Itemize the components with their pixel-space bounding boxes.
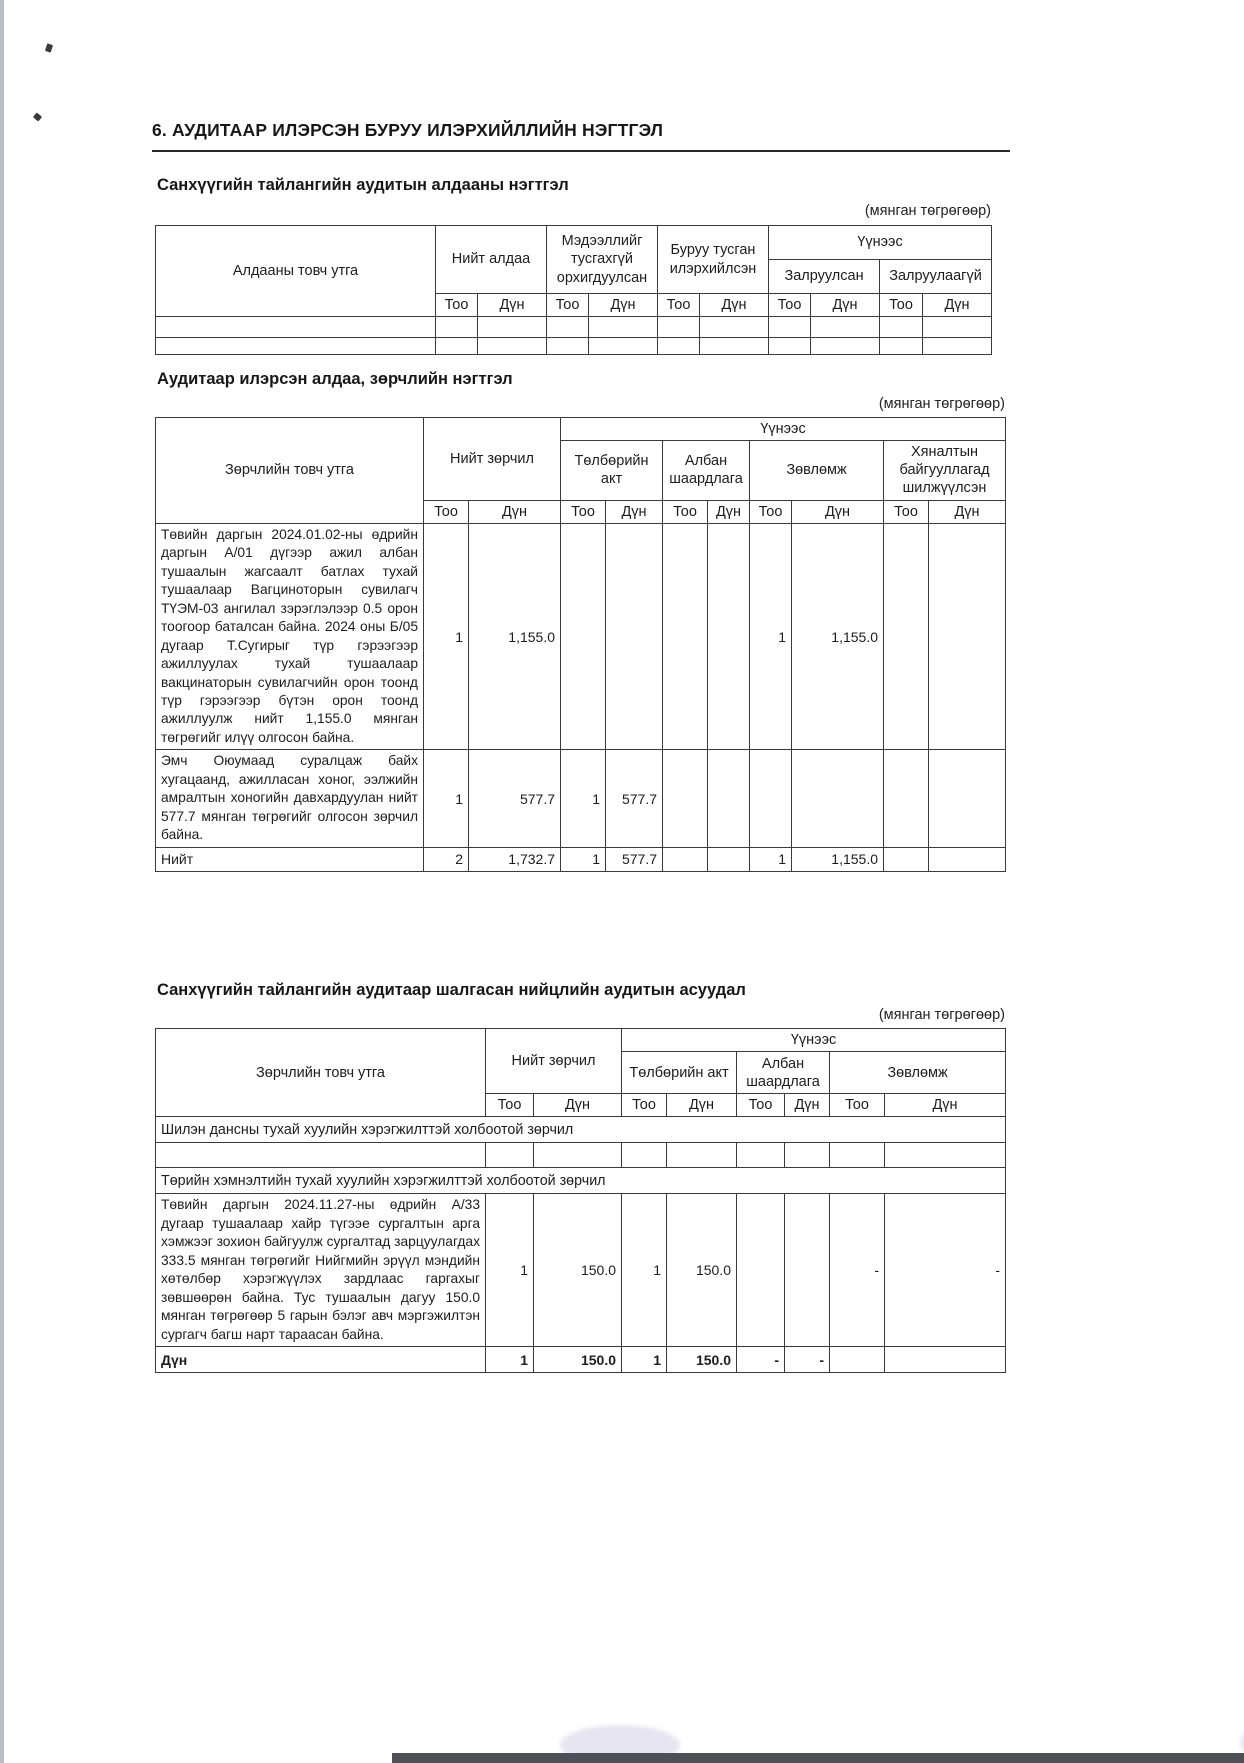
- t2-col-demand: Албан шаардлага: [663, 441, 750, 500]
- section-row-label: Төрийн хэмнэлтийн тухай хуулийн хэрэгжилттэй холбоотой зөрчил: [156, 1168, 1006, 1194]
- t3-col-demand: Албан шаардлага: [737, 1052, 830, 1094]
- t1-dun-header: Дүн: [478, 294, 547, 317]
- t1-empty-row: [156, 317, 992, 338]
- t3-row-1: [156, 1194, 1006, 1347]
- t1-dun-header: Дүн: [700, 294, 769, 317]
- cell-dun: 1,732.7: [469, 847, 561, 871]
- t3-too-header: Тоо: [737, 1094, 785, 1117]
- cell-too: 1: [561, 847, 606, 871]
- t1-dun-header: Дүн: [923, 294, 992, 317]
- t2-dun-header: Дүн: [929, 500, 1006, 523]
- cell-dun: [708, 750, 750, 847]
- cell-too: 1: [486, 1194, 534, 1347]
- t3-col-recommendation: Зөвлөмж: [830, 1052, 1006, 1094]
- section1-unit-note: (мянган төгрөгөөр): [864, 203, 991, 219]
- section2-heading: Аудитаар илэрсэн алдаа, зөрчлийн нэгтгэл: [157, 370, 513, 388]
- t1-col-uncorrected: Залруулаагүй: [880, 260, 992, 294]
- t2-too-header: Тоо: [663, 500, 708, 523]
- cell-dun: 150.0: [534, 1194, 622, 1347]
- cell-too: [884, 750, 929, 847]
- t1-too-header: Тоо: [658, 294, 700, 317]
- cell-too: [884, 847, 929, 871]
- section1-heading: Санхүүгийн тайлангийн аудитын алдааны нэгтгэл: [157, 176, 569, 194]
- t1-col-misstated: Буруу тусган илэрхийлсэн: [658, 226, 769, 294]
- cell-too: 1: [561, 750, 606, 847]
- total-label: Нийт: [156, 847, 424, 871]
- cell-dun: [929, 523, 1006, 750]
- scan-artifact-bottom-bar: [392, 1753, 1244, 1763]
- cell-too: [663, 523, 708, 750]
- t2-too-header: Тоо: [424, 500, 469, 523]
- cell-dun: 150.0: [667, 1194, 737, 1347]
- cell-too: 1: [424, 523, 469, 750]
- cell-too: 2: [424, 847, 469, 871]
- t1-col-uunees: Үүнээс: [769, 226, 992, 260]
- t2-row-2: [156, 750, 1006, 847]
- t2-col-uunees: Үүнээс: [561, 418, 1006, 441]
- cell-dun: 150.0: [667, 1347, 737, 1373]
- t3-dun-header: Дүн: [667, 1094, 737, 1117]
- section3-unit-note: (мянган төгрөгөөр): [878, 1007, 1005, 1023]
- violation-description: Эмч Оюумаад суралцаж байх хугацаанд, ажилласан хоног, ээлжийн амралтын хоногийн давхардуулан нийт 577.7 мянган төгрөгийг олгосон зөрчил байна.: [156, 750, 424, 847]
- cell-dun: 1,155.0: [792, 847, 884, 871]
- t2-dun-header: Дүн: [708, 500, 750, 523]
- t1-too-header: Тоо: [880, 294, 923, 317]
- compliance-audit-table: [155, 1028, 1006, 1373]
- violation-description: Төвийн даргын 2024.01.02-ны өдрийн даргын А/01 дүгээр ажил албан тушаалын жагсаалт батлах тухай тушаалаар Вагциноторын сувилагч ТҮЭМ-03 ангилал зэрэглэлээр 0.5 орон тоогоор баталсан байна. 2024 оны Б/05 дугаар Т.Сугирыг түр гэрээгээр ажиллуулах тухай тушаалаар вакцинаторын сувилагчийн орон тоонд түр гэрээгээр бүтэн орон тоонд ажиллуулж нийт 1,155.0 мянган төгрөгийг илүү олгосон байна.: [156, 523, 424, 750]
- cell-dun: [785, 1194, 830, 1347]
- t1-too-header: Тоо: [436, 294, 478, 317]
- t3-too-header: Тоо: [830, 1094, 885, 1117]
- t2-col-transferred: Хяналтын байгууллагад шилжүүлсэн: [884, 441, 1006, 500]
- t3-total-row: [156, 1347, 1006, 1373]
- cell-too: [884, 523, 929, 750]
- t2-too-header: Тоо: [561, 500, 606, 523]
- t2-row-1: [156, 523, 1006, 750]
- section3-heading: Санхүүгийн тайлангийн аудитаар шалгасан нийцлийн аудитын асуудал: [157, 981, 746, 999]
- violations-summary-table: [155, 417, 1006, 872]
- t3-col-uunees: Үүнээс: [622, 1029, 1006, 1052]
- t1-col-desc: Алдааны товч утга: [156, 226, 436, 317]
- t3-dun-header: Дүн: [534, 1094, 622, 1117]
- t1-col-omitted: Мэдээллийг тусгахгүй орхигдуулсан: [547, 226, 658, 294]
- t3-dun-header: Дүн: [885, 1094, 1006, 1117]
- cell-too: 1: [622, 1347, 667, 1373]
- cell-too: [663, 847, 708, 871]
- t2-dun-header: Дүн: [469, 500, 561, 523]
- t1-col-corrected: Залруулсан: [769, 260, 880, 294]
- cell-dun: -: [885, 1194, 1006, 1347]
- t3-dun-header: Дүн: [785, 1094, 830, 1117]
- cell-dun: 1,155.0: [792, 523, 884, 750]
- cell-too: 1: [750, 847, 792, 871]
- t2-col-total: Нийт зөрчил: [424, 418, 561, 501]
- cell-too: [830, 1347, 885, 1373]
- scan-edge-left: [0, 0, 4, 1763]
- cell-too: 1: [486, 1347, 534, 1373]
- t3-empty-row: [156, 1143, 1006, 1168]
- section2-unit-note: (мянган төгрөгөөр): [878, 396, 1005, 412]
- errors-summary-table: [155, 225, 992, 355]
- cell-dun: [708, 847, 750, 871]
- t2-col-desc: Зөрчлийн товч утга: [156, 418, 424, 524]
- cell-too: [737, 1194, 785, 1347]
- cell-too: 1: [424, 750, 469, 847]
- cell-too: -: [737, 1347, 785, 1373]
- cell-dun: [929, 847, 1006, 871]
- t2-dun-header: Дүн: [606, 500, 663, 523]
- t1-too-header: Тоо: [769, 294, 811, 317]
- cell-too: [663, 750, 708, 847]
- total-label: Дүн: [156, 1347, 486, 1373]
- t1-col-total: Нийт алдаа: [436, 226, 547, 294]
- cell-dun: 577.7: [606, 750, 663, 847]
- t3-col-act: Төлбөрийн акт: [622, 1052, 737, 1094]
- cell-too: [561, 523, 606, 750]
- cell-dun: 577.7: [469, 750, 561, 847]
- cell-dun: [606, 523, 663, 750]
- t3-col-total: Нийт зөрчил: [486, 1029, 622, 1094]
- cell-dun: 150.0: [534, 1347, 622, 1373]
- t2-total-row: [156, 847, 1006, 871]
- t1-dun-header: Дүн: [589, 294, 658, 317]
- cell-too: 1: [622, 1194, 667, 1347]
- cell-dun: 577.7: [606, 847, 663, 871]
- cell-too: 1: [750, 523, 792, 750]
- t2-too-header: Тоо: [884, 500, 929, 523]
- t3-too-header: Тоо: [622, 1094, 667, 1117]
- t1-dun-header: Дүн: [811, 294, 880, 317]
- cell-dun: -: [785, 1347, 830, 1373]
- t3-col-desc: Зөрчлийн товч утга: [156, 1029, 486, 1117]
- t2-col-act: Төлбөрийн акт: [561, 441, 663, 500]
- scan-speck-left: [33, 112, 42, 121]
- t3-section-row-state-savings: [156, 1168, 1006, 1194]
- scan-speck-top: [45, 43, 53, 52]
- cell-dun: [708, 523, 750, 750]
- cell-dun: [929, 750, 1006, 847]
- t3-section-row-glass-account: [156, 1117, 1006, 1143]
- cell-dun: 1,155.0: [469, 523, 561, 750]
- t2-dun-header: Дүн: [792, 500, 884, 523]
- t3-too-header: Тоо: [486, 1094, 534, 1117]
- page-title: 6. АУДИТААР ИЛЭРСЭН БУРУУ ИЛЭРХИЙЛЛИЙН НЭГТГЭЛ: [152, 120, 1010, 152]
- cell-too: -: [830, 1194, 885, 1347]
- t2-too-header: Тоо: [750, 500, 792, 523]
- section-row-label: Шилэн дансны тухай хуулийн хэрэгжилттэй холбоотой зөрчил: [156, 1117, 1006, 1143]
- cell-dun: [792, 750, 884, 847]
- t1-too-header: Тоо: [547, 294, 589, 317]
- violation-description: Төвийн даргын 2024.11.27-ны өдрийн А/33 дугаар тушаалаар хайр түгээе сургалтын арга хэмжээг зохион байгуулж сургалтад зарцуулагдах 333.5 мянган төгрөгийг Нийгмийн эрүүл мэндийн хөтөлбөр хэрэгжүүлэх зардлаас гаргахыг зөвшөөрөн байна. Тус тушаалын дагуу 150.0 мянган төгрөгөөр 5 гарын бэлэг авч мэргэжилтэн сургагч багш нарт тараасан байна.: [156, 1194, 486, 1347]
- cell-too: [750, 750, 792, 847]
- t1-empty-row: [156, 338, 992, 355]
- t2-col-recommendation: Зөвлөмж: [750, 441, 884, 500]
- cell-dun: [885, 1347, 1006, 1373]
